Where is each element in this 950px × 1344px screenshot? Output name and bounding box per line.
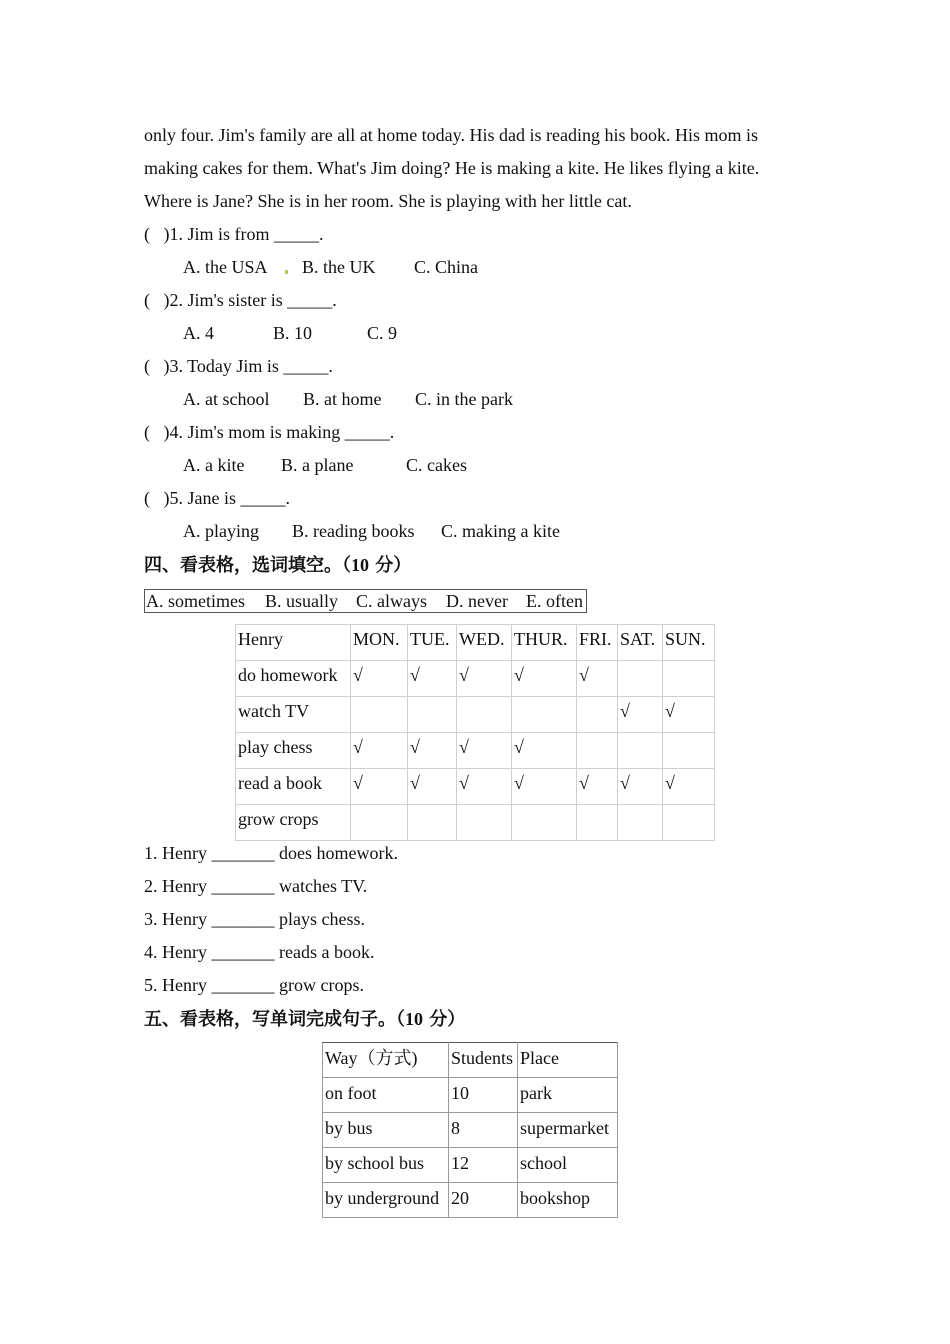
table-cell: √ bbox=[408, 733, 457, 769]
table-cell: by underground bbox=[323, 1183, 449, 1218]
table-cell bbox=[618, 661, 663, 697]
table-cell: 20 bbox=[449, 1183, 518, 1218]
table-cell: do homework bbox=[236, 661, 351, 697]
table-row bbox=[236, 661, 715, 697]
word-bank-option-a: A. sometimes bbox=[146, 591, 245, 611]
question-1-option-c: C. China bbox=[414, 257, 479, 277]
question-4-option-a: A. a kite bbox=[183, 455, 245, 475]
table-cell bbox=[408, 697, 457, 733]
scan-speck bbox=[285, 270, 288, 274]
table-cell: by bus bbox=[323, 1113, 449, 1148]
table-cell: √ bbox=[351, 733, 408, 769]
passage-line-1: only four. Jim's family are all at home today. His dad is reading his book. His mom is bbox=[144, 125, 758, 145]
table-cell bbox=[408, 805, 457, 841]
table-cell bbox=[351, 805, 408, 841]
table-cell: bookshop bbox=[518, 1183, 618, 1218]
table-cell: read a book bbox=[236, 769, 351, 805]
fill-sentence-4: 4. Henry _______ reads a book. bbox=[144, 942, 375, 962]
word-bank-option-b: B. usually bbox=[265, 591, 339, 611]
table-header-cell: TUE. bbox=[408, 625, 457, 661]
question-1-option-b: B. the UK bbox=[302, 257, 376, 277]
table-cell: √ bbox=[512, 661, 577, 697]
table-cell: √ bbox=[457, 769, 512, 805]
table-cell bbox=[577, 733, 618, 769]
table-cell: √ bbox=[618, 769, 663, 805]
table-cell bbox=[512, 697, 577, 733]
table-header-row bbox=[323, 1043, 618, 1078]
table-cell: play chess bbox=[236, 733, 351, 769]
table-row bbox=[323, 1113, 618, 1148]
section-5-heading bbox=[144, 1003, 465, 1036]
table-row bbox=[236, 769, 715, 805]
table-header-row bbox=[236, 625, 715, 661]
table-row bbox=[236, 697, 715, 733]
henry-schedule-table bbox=[235, 624, 715, 841]
table-cell bbox=[663, 733, 715, 769]
table-header-cell: WED. bbox=[457, 625, 512, 661]
table-cell: watch TV bbox=[236, 697, 351, 733]
question-3-option-c: C. in the park bbox=[415, 389, 513, 409]
table-header-cell: SUN. bbox=[663, 625, 715, 661]
table-cell: supermarket bbox=[518, 1113, 618, 1148]
table-cell: √ bbox=[408, 769, 457, 805]
table-cell: √ bbox=[512, 733, 577, 769]
table-header-cell: MON. bbox=[351, 625, 408, 661]
section-4-title: 四、看表格，选词填空。（ bbox=[144, 555, 351, 576]
question-5-stem: ( )5. Jane is _____. bbox=[144, 488, 290, 508]
table-cell: 8 bbox=[449, 1113, 518, 1148]
question-4-option-b: B. a plane bbox=[281, 455, 354, 475]
section-5-score: 10 bbox=[405, 1009, 423, 1029]
section-5-score-unit: 分） bbox=[423, 1009, 466, 1030]
table-cell: 12 bbox=[449, 1148, 518, 1183]
table-cell: √ bbox=[457, 661, 512, 697]
table-cell: √ bbox=[408, 661, 457, 697]
table-cell bbox=[663, 805, 715, 841]
question-1-option-a: A. the USA bbox=[183, 257, 268, 277]
table-cell bbox=[351, 697, 408, 733]
passage-line-3: Where is Jane? She is in her room. She is playing with her little cat. bbox=[144, 191, 632, 211]
table-cell bbox=[663, 661, 715, 697]
question-4-option-c: C. cakes bbox=[406, 455, 467, 475]
table-cell bbox=[618, 805, 663, 841]
question-1-stem: ( )1. Jim is from _____. bbox=[144, 224, 324, 244]
table-row bbox=[323, 1078, 618, 1113]
table-cell: 10 bbox=[449, 1078, 518, 1113]
table-cell: grow crops bbox=[236, 805, 351, 841]
section-4-score: 10 bbox=[351, 555, 369, 575]
table-cell: √ bbox=[512, 769, 577, 805]
table-row bbox=[236, 733, 715, 769]
table-cell: √ bbox=[663, 769, 715, 805]
table-cell bbox=[577, 697, 618, 733]
table-cell: √ bbox=[457, 733, 512, 769]
table-cell: √ bbox=[577, 661, 618, 697]
table-cell: √ bbox=[577, 769, 618, 805]
table-header-cell: Henry bbox=[236, 625, 351, 661]
question-2-stem: ( )2. Jim's sister is _____. bbox=[144, 290, 337, 310]
question-2-option-c: C. 9 bbox=[367, 323, 398, 343]
question-2-option-a: A. 4 bbox=[183, 323, 214, 343]
fill-sentence-3: 3. Henry _______ plays chess. bbox=[144, 909, 365, 929]
table-header-cell: Place bbox=[518, 1043, 618, 1078]
table-cell: on foot bbox=[323, 1078, 449, 1113]
table-cell bbox=[457, 805, 512, 841]
table-cell bbox=[512, 805, 577, 841]
table-row bbox=[236, 805, 715, 841]
question-5-option-c: C. making a kite bbox=[441, 521, 560, 541]
table-cell: by school bus bbox=[323, 1148, 449, 1183]
transport-table bbox=[322, 1042, 618, 1218]
fill-sentence-1: 1. Henry _______ does homework. bbox=[144, 843, 398, 863]
question-3-option-a: A. at school bbox=[183, 389, 270, 409]
table-cell bbox=[618, 733, 663, 769]
section-4-score-unit: 分） bbox=[369, 555, 412, 576]
fill-sentence-5: 5. Henry _______ grow crops. bbox=[144, 975, 364, 995]
table-cell: √ bbox=[351, 661, 408, 697]
table-header-cell: SAT. bbox=[618, 625, 663, 661]
table-row bbox=[323, 1183, 618, 1218]
question-3-option-b: B. at home bbox=[303, 389, 382, 409]
table-header-cell: FRI. bbox=[577, 625, 618, 661]
question-5-option-b: B. reading books bbox=[292, 521, 415, 541]
word-bank-option-d: D. never bbox=[446, 591, 508, 611]
word-bank-option-c: C. always bbox=[356, 591, 427, 611]
table-header-cell: Way（方式) bbox=[323, 1043, 449, 1078]
question-5-option-a: A. playing bbox=[183, 521, 259, 541]
table-cell: √ bbox=[618, 697, 663, 733]
table-cell: √ bbox=[351, 769, 408, 805]
table-cell: park bbox=[518, 1078, 618, 1113]
question-4-stem: ( )4. Jim's mom is making _____. bbox=[144, 422, 395, 442]
table-cell bbox=[457, 697, 512, 733]
question-3-stem: ( )3. Today Jim is _____. bbox=[144, 356, 333, 376]
table-header-cell: THUR. bbox=[512, 625, 577, 661]
word-bank-option-e: E. often bbox=[526, 591, 583, 611]
table-row bbox=[323, 1148, 618, 1183]
section-5-title: 五、看表格，写单词完成句子。（ bbox=[144, 1009, 405, 1030]
question-2-option-b: B. 10 bbox=[273, 323, 313, 343]
table-cell bbox=[577, 805, 618, 841]
word-bank bbox=[144, 589, 587, 613]
table-cell: √ bbox=[663, 697, 715, 733]
table-header-cell: Students bbox=[449, 1043, 518, 1078]
section-4-heading bbox=[144, 549, 411, 582]
passage-line-2: making cakes for them. What's Jim doing? He is making a kite. He likes flying a kite. bbox=[144, 158, 760, 178]
fill-sentence-2: 2. Henry _______ watches TV. bbox=[144, 876, 368, 896]
table-cell: school bbox=[518, 1148, 618, 1183]
